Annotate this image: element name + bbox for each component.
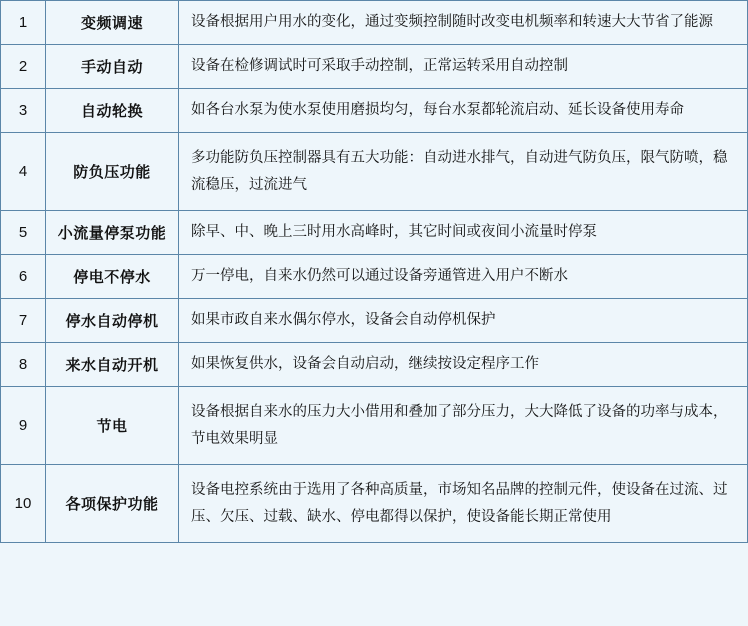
row-feature-name: 变频调速 [46, 1, 179, 45]
row-description: 设备电控系统由于选用了各种高质量，市场知名品牌的控制元件，使设备在过流、过压、欠压、过载、缺水、停电都得以保护，使设备能长期正常使用 [179, 465, 748, 543]
table-row [1, 299, 748, 343]
row-index: 8 [1, 343, 46, 387]
row-index: 7 [1, 299, 46, 343]
row-description: 除早、中、晚上三时用水高峰时，其它时间或夜间小流量时停泵 [179, 211, 748, 255]
row-feature-name: 来水自动开机 [46, 343, 179, 387]
row-feature-name: 节电 [46, 387, 179, 465]
row-description: 设备在检修调试时可采取手动控制，正常运转采用自动控制 [179, 45, 748, 89]
table-row [1, 133, 748, 211]
row-description: 如果恢复供水，设备会自动启动，继续按设定程序工作 [179, 343, 748, 387]
row-description: 如果市政自来水偶尔停水，设备会自动停机保护 [179, 299, 748, 343]
table-row [1, 387, 748, 465]
row-feature-name: 自动轮换 [46, 89, 179, 133]
row-index: 10 [1, 465, 46, 543]
table-row [1, 211, 748, 255]
row-feature-name: 小流量停泵功能 [46, 211, 179, 255]
table-row [1, 343, 748, 387]
table-row [1, 465, 748, 543]
row-index: 5 [1, 211, 46, 255]
row-feature-name: 停水自动停机 [46, 299, 179, 343]
table-row [1, 1, 748, 45]
table-row [1, 45, 748, 89]
row-description: 如各台水泵为使水泵使用磨损均匀，每台水泵都轮流启动、延长设备使用寿命 [179, 89, 748, 133]
row-index: 6 [1, 255, 46, 299]
row-description: 多功能防负压控制器具有五大功能：自动进水排气，自动进气防负压，限气防喷，稳流稳压，过流进气 [179, 133, 748, 211]
row-description: 设备根据自来水的压力大小借用和叠加了部分压力，大大降低了设备的功率与成本，节电效果明显 [179, 387, 748, 465]
row-feature-name: 手动自动 [46, 45, 179, 89]
table-row [1, 255, 748, 299]
row-index: 2 [1, 45, 46, 89]
row-index: 9 [1, 387, 46, 465]
row-description: 万一停电，自来水仍然可以通过设备旁通管进入用户不断水 [179, 255, 748, 299]
row-feature-name: 防负压功能 [46, 133, 179, 211]
row-index: 1 [1, 1, 46, 45]
row-index: 4 [1, 133, 46, 211]
row-feature-name: 停电不停水 [46, 255, 179, 299]
table-body [1, 1, 748, 543]
row-feature-name: 各项保护功能 [46, 465, 179, 543]
table-row [1, 89, 748, 133]
row-index: 3 [1, 89, 46, 133]
row-description: 设备根据用户用水的变化，通过变频控制随时改变电机频率和转速大大节省了能源 [179, 1, 748, 45]
